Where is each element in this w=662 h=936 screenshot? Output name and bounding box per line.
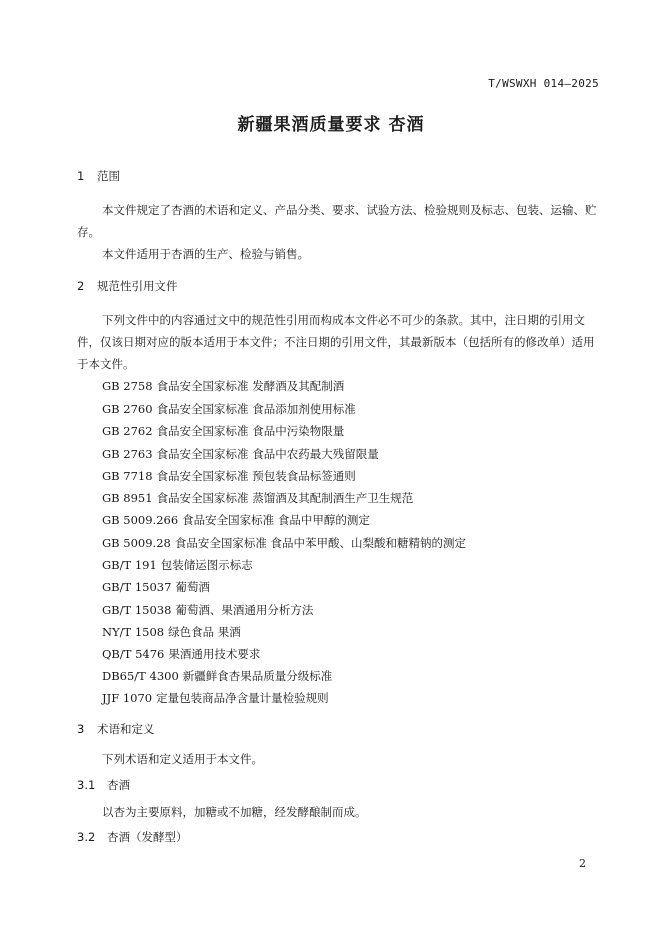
reference-title: 果酒通用技术要求: [168, 647, 261, 661]
section-number: 2: [77, 279, 85, 293]
page-number: 2: [579, 857, 586, 870]
document-title: 新疆果酒质量要求 杏酒: [237, 115, 425, 135]
reference-item: [102, 668, 332, 684]
reference-code: GB 2763: [102, 447, 153, 461]
reference-title: 定量包装商品净含量计量检验规则: [156, 691, 329, 705]
section-3-heading: [77, 721, 155, 737]
reference-title: 食品安全国家标准 食品中农药最大残留限量: [156, 447, 379, 461]
reference-item: [102, 378, 344, 394]
reference-item: [102, 446, 379, 462]
reference-code: QB/T 5476: [102, 647, 165, 661]
reference-code: GB 5009.266: [102, 513, 179, 527]
section-2-heading: [77, 278, 178, 294]
reference-code: JJF 1070: [102, 691, 153, 705]
reference-item: [102, 535, 466, 551]
section-number: 3.1: [77, 778, 96, 792]
reference-code: DB65/T 4300: [102, 669, 179, 683]
reference-title: 食品安全国家标准 食品中甲醇的测定: [182, 513, 370, 527]
section-title: 术语和定义: [97, 722, 155, 736]
reference-title: 食品安全国家标准 蒸馏酒及其配制酒生产卫生规范: [156, 491, 414, 505]
reference-code: GB 2760: [102, 402, 153, 416]
section-3-2-heading: [77, 829, 188, 845]
reference-title: 食品安全国家标准 发酵酒及其配制酒: [156, 379, 345, 393]
reference-code: GB/T 191: [102, 558, 157, 572]
reference-code: GB/T 15037: [102, 580, 172, 594]
scope-paragraph-2: 本文件适用于杏酒的生产、检验与销售。: [102, 247, 309, 261]
reference-title: 绿色食品 果酒: [168, 625, 241, 639]
reference-title: 食品安全国家标准 食品中污染物限量: [156, 424, 345, 438]
section-number: 3.2: [77, 830, 96, 844]
reference-item: [102, 624, 241, 640]
terms-intro-paragraph: 下列术语和定义适用于本文件。: [102, 752, 263, 766]
reference-title: 食品安全国家标准 预包装食品标签通则: [156, 469, 356, 483]
reference-code: NY/T 1508: [102, 625, 165, 639]
reference-item: [102, 512, 370, 528]
section-title: 范围: [97, 169, 120, 183]
reference-code: GB 8951: [102, 491, 153, 505]
reference-code: GB 2762: [102, 424, 153, 438]
definition-3-1-paragraph: 以杏为主要原料，加糖或不加糖，经发酵酿制而成。: [102, 805, 367, 819]
reference-title: 新疆鲜食杏果品质量分级标准: [182, 669, 333, 683]
scope-paragraph-1: 本文件规定了杏酒的术语和定义、产品分类、要求、试验方法、检验规则及标志、包装、运输、贮存。: [77, 203, 597, 239]
reference-title: 食品安全国家标准 食品中苯甲酸、山梨酸和糖精钠的测定: [174, 536, 467, 550]
reference-code: GB/T 15038: [102, 603, 172, 617]
reference-code: GB 5009.28: [102, 536, 171, 550]
section-1-heading: [77, 168, 120, 184]
reference-item: [102, 690, 329, 706]
section-3-1-heading: [77, 777, 130, 793]
reference-item: [102, 579, 210, 595]
reference-item: [102, 646, 260, 662]
reference-item: [102, 423, 344, 439]
reference-title: 葡萄酒、果酒通用分析方法: [175, 603, 314, 617]
reference-item: [102, 557, 253, 573]
reference-title: 包装储运图示标志: [160, 558, 253, 572]
reference-code: GB 2758: [102, 379, 153, 393]
section-title: 杏酒（发酵型）: [107, 830, 188, 844]
section-title: 规范性引用文件: [97, 279, 178, 293]
references-intro-paragraph: 下列文件中的内容通过文中的规范性引用而构成本文件必不可少的条款。其中，注日期的引用文件，仅该日期对应的版本适用于本文件；不注日期的引用文件，其最新版本（包括所有的修改单）适用于本文件。: [77, 313, 595, 371]
reference-item: [102, 602, 313, 618]
reference-title: 葡萄酒: [175, 580, 210, 594]
reference-code: GB 7718: [102, 469, 153, 483]
section-title: 杏酒: [107, 778, 130, 792]
section-number: 1: [77, 169, 85, 183]
reference-item: [102, 468, 356, 484]
section-number: 3: [77, 722, 85, 736]
standard-code: T/WSWXH 014—2025: [488, 77, 599, 90]
reference-item: [102, 490, 413, 506]
reference-title: 食品安全国家标准 食品添加剂使用标准: [156, 402, 356, 416]
reference-item: [102, 401, 356, 417]
